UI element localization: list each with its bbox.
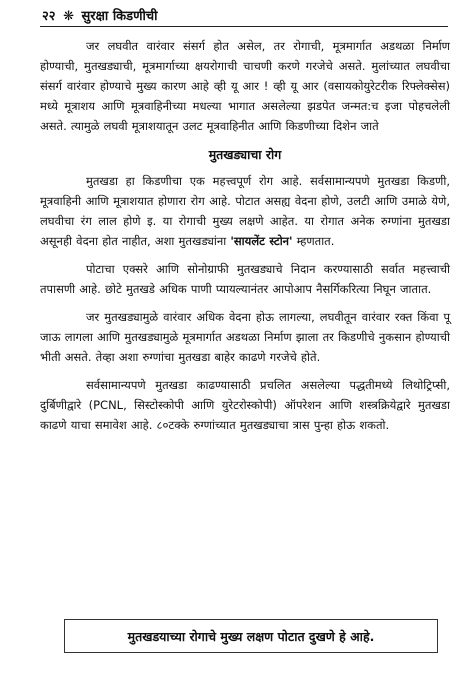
book-title: सुरक्षा किडणीची — [81, 9, 158, 24]
callout-text: मुतखडयाच्या रोगाचे मुख्य लक्षण पोटात दुखणे हे आहे. — [127, 628, 375, 644]
header-rule — [40, 26, 448, 27]
silent-stone-term: 'सायलेंट स्टोन' — [230, 234, 293, 248]
section-heading: मुतखड्याचा रोग — [208, 147, 282, 162]
page-number: २२ — [42, 9, 56, 24]
paragraph-complications: जर मुतखड्यामुळे वारंवार अधिक वेदना होऊ लागल्या, लघवीतून वारंवार रक्त किंवा पू जाऊ लागला आणि मुतखड्यामुळे मूत्रमार्गात अडथळा निर्माण झाला तर किडणीचे नुकसान होण्याची भीती असते. तेव्हा अशा रुग्णांचा मुतखडा बाहेर काढणे गरजेचे होते. — [40, 310, 450, 364]
paragraph-diagnosis: पोटाचा एक्सरे आणि सोनोग्राफी मुतखड्याचे निदान करण्यासाठी सर्वात महत्त्वाची तपासणी आहे. छोटे मुतखडे अधिक पाणी प्यायल्यानंतर आपोआप नैसर्गिकरित्या निघून जातात. — [40, 262, 450, 296]
body-text — [40, 36, 450, 445]
paragraph-text: मुतखडा हा किडणीचा एक महत्त्वपूर्ण रोग आहे. सर्वसामान्यपणे मुतखडा किडणी, मूत्रवाहिनी आणि मूत्राशयात होणारा रोग आहे. पोटात असह्य वेदना होणे, उलटी आणि उमाळे येणे, लघवीचा रंग लाल होणे इ. या रोगाची मुख्य लक्षणे आहेत. या रोगात अनेक रुग्णांना मुतखडा असूनही वेदना होत नाहीत, अशा मुतखड्यांना — [40, 174, 450, 248]
running-header — [42, 6, 158, 24]
paragraph-urinary-infection: जर लघवीत वारंवार संसर्ग होत असेल, तर रोगाची, मूत्रमार्गात अडथळा निर्माण होण्याची, मुतखड्याची, मूत्रमार्गाच्या क्षयरोगाची चाचणी करणे गरजेचे असते. मुलांच्यात लघवीचा संसर्ग वारंवार होण्याचे मुख्य कारण आहे व्ही यू आर ! व्ही यू आर (वसायकोयुरेटरीक रिफ्लेक्सेस) मध्ये मूत्राशय आणि मूत्रवाहिनीच्या मधल्या भागात असलेल्या झडपेत जन्मत:च इजा पोहचलेली असते. त्यामुळे लघवी मूत्राशयातून उलट मूत्रवाहिनीत आणि किडणीच्या दिशेन जाते — [40, 39, 450, 133]
paragraph-text-end: म्हणतात. — [292, 234, 335, 248]
flower-ornament-icon: ❋ — [63, 9, 74, 24]
paragraph-kidney-stone-intro — [40, 171, 450, 251]
callout-box — [64, 619, 438, 653]
paragraph-treatment: सर्वसामान्यपणे मुतखडा काढण्यासाठी प्रचलित असलेल्या पद्धतीमध्ये लिथोट्रिप्सी, दुर्बिणीद्वारे (PCNL, सिस्टोस्कोपी आणि युरेटरोस्कोपी) ऑपरेशन आणि शस्त्रक्रियेद्वारे मुतखडा काढणे याचा समावेश आहे. ८०टक्के रुग्णांच्यात मुतखड्याचा त्रास पुन्हा होऊ शकतो. — [40, 378, 450, 432]
